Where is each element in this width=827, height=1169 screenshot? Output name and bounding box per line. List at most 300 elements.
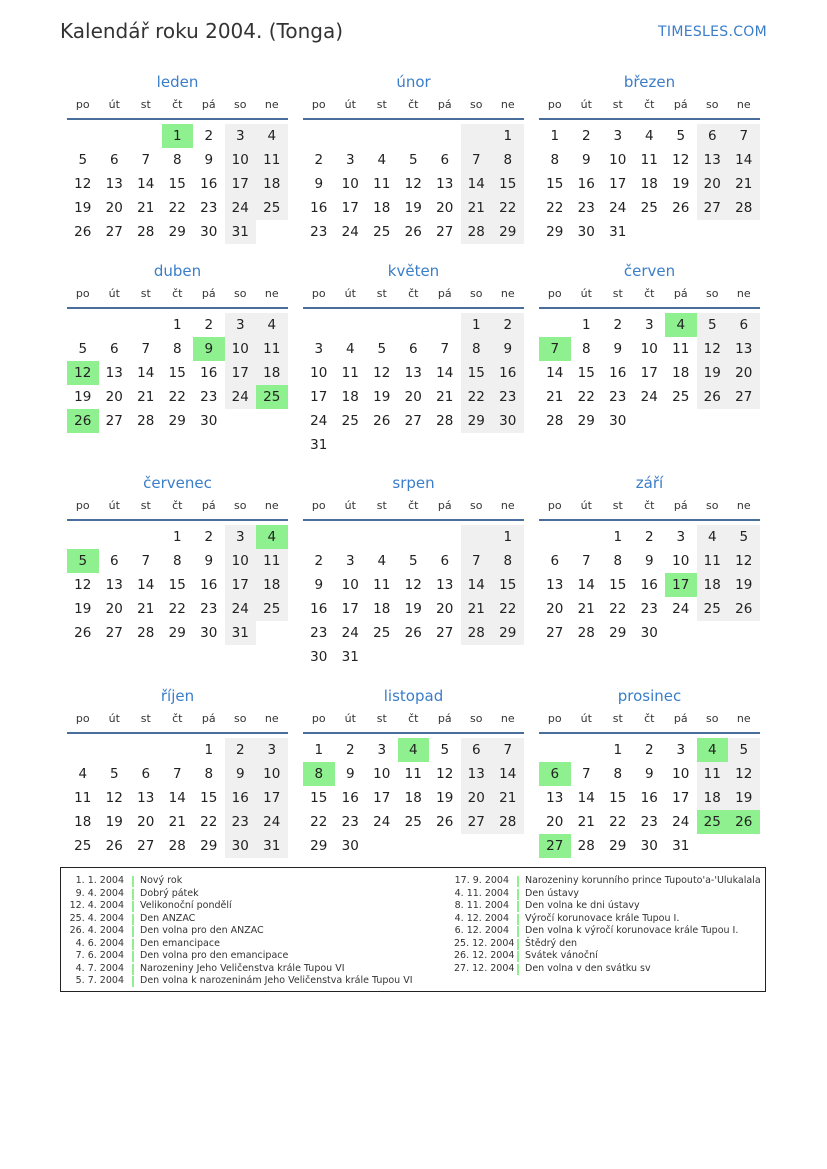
legend-holiday-marker (517, 926, 519, 937)
month-2 (303, 73, 524, 273)
day-cell: 22 (168, 200, 186, 216)
day-cell: 14 (728, 148, 760, 172)
day-cell: 16 (310, 200, 328, 216)
day-cell: 19 (74, 389, 92, 405)
day-cell: 1 (314, 742, 324, 758)
day-cell: 10 (310, 365, 328, 381)
day-cell: 18 (640, 176, 658, 192)
day-cell: 15 (546, 176, 564, 192)
day-cell: 29 (492, 621, 524, 645)
month-header-rule (539, 118, 760, 120)
day-cell: 16 (640, 577, 658, 593)
legend-holiday-name: Den ANZAC (140, 912, 196, 924)
weekday-label: pá (673, 98, 688, 111)
legend-date: 7. 6. 2004 (75, 950, 124, 961)
day-cell: 27 (105, 413, 123, 429)
day-cell: 31 (225, 621, 257, 645)
day-cell: 9 (204, 152, 214, 168)
weekday-label: ne (500, 712, 515, 725)
day-cell: 7 (581, 766, 591, 782)
day-cell: 17 (609, 176, 627, 192)
day-cell: 19 (404, 200, 422, 216)
day-cell: 22 (609, 814, 627, 830)
day-cell: 2 (204, 317, 214, 333)
holiday-day-cell: 7 (539, 337, 571, 361)
day-cell: 3 (225, 124, 257, 148)
weekday-label: čt (172, 499, 183, 512)
weekday-label: ne (264, 287, 279, 300)
month-10 (67, 687, 288, 887)
weekday-label: pá (437, 287, 452, 300)
weekday-label: st (376, 287, 387, 300)
day-cell: 24 (310, 413, 328, 429)
day-cell: 31 (225, 220, 257, 244)
legend-holiday-name: Den volna k narozeninám Jeho Veličenstva krále Tupou VI (140, 975, 413, 986)
day-cell: 12 (404, 577, 422, 593)
month-header-rule (67, 732, 288, 734)
day-cell: 3 (225, 313, 257, 337)
legend-holiday-marker (517, 964, 519, 975)
month-header-rule (303, 519, 524, 521)
legend-holiday-marker (132, 951, 134, 962)
weekday-label: so (234, 712, 247, 725)
day-cell: 10 (609, 152, 627, 168)
weekday-label: ne (736, 712, 751, 725)
day-cell: 29 (168, 413, 186, 429)
month-11 (303, 687, 524, 887)
legend-date: 12. 4. 2004 (69, 900, 124, 911)
month-name: srpen (392, 474, 435, 492)
day-cell: 30 (200, 413, 218, 429)
month-name: září (635, 474, 664, 492)
day-cell: 20 (137, 814, 155, 830)
day-cell: 18 (341, 389, 359, 405)
day-cell: 21 (461, 597, 493, 621)
legend-date: 26. 4. 2004 (69, 925, 124, 936)
holiday-day-cell: 4 (398, 738, 430, 762)
day-cell: 17 (672, 790, 690, 806)
weekday-label: út (344, 712, 356, 725)
day-cell: 2 (644, 529, 654, 545)
day-cell: 16 (577, 176, 595, 192)
day-cell: 21 (461, 196, 493, 220)
legend-date: 17. 9. 2004 (454, 875, 509, 886)
day-cell: 15 (609, 790, 627, 806)
legend-holiday-marker (132, 976, 134, 987)
day-cell: 16 (200, 365, 218, 381)
holiday-day-cell: 25 (697, 810, 729, 834)
day-cell: 26 (697, 385, 729, 409)
day-cell: 14 (461, 573, 493, 597)
day-cell: 29 (310, 838, 328, 854)
day-cell: 4 (377, 152, 387, 168)
month-name: listopad (383, 687, 444, 705)
legend-holiday-marker (517, 939, 519, 950)
day-cell: 28 (137, 413, 155, 429)
day-cell: 10 (225, 337, 257, 361)
day-cell: 23 (200, 601, 218, 617)
day-cell: 11 (672, 341, 690, 357)
day-cell: 5 (728, 525, 760, 549)
weekday-label: út (344, 287, 356, 300)
day-cell: 5 (109, 766, 119, 782)
day-cell: 25 (341, 413, 359, 429)
day-cell: 26 (404, 224, 422, 240)
day-cell: 2 (613, 317, 623, 333)
weekday-label: ne (500, 98, 515, 111)
holiday-day-cell: 6 (539, 762, 571, 786)
holiday-day-cell: 5 (67, 549, 99, 573)
day-cell: 12 (74, 577, 92, 593)
legend-date: 27. 12. 2004 (454, 962, 515, 974)
month-12 (539, 687, 760, 887)
day-cell: 18 (256, 573, 288, 597)
day-cell: 21 (168, 814, 186, 830)
legend-date: 25. 12. 2004 (454, 937, 515, 949)
month-3 (539, 73, 760, 273)
day-cell: 13 (105, 577, 123, 593)
weekday-label: po (547, 499, 562, 512)
legend-holiday-name: Den volna ke dni ústavy (525, 900, 640, 911)
day-cell: 28 (168, 838, 186, 854)
day-cell: 8 (613, 766, 623, 782)
day-cell: 6 (109, 341, 119, 357)
day-cell: 17 (341, 200, 359, 216)
day-cell: 26 (728, 597, 760, 621)
day-cell: 17 (373, 790, 391, 806)
day-cell: 7 (141, 341, 151, 357)
day-cell: 14 (577, 790, 595, 806)
day-cell: 28 (461, 621, 493, 645)
weekday-label: čt (172, 287, 183, 300)
day-cell: 16 (609, 365, 627, 381)
day-cell: 8 (492, 549, 524, 573)
day-cell: 9 (613, 341, 623, 357)
weekday-label: út (580, 287, 592, 300)
day-cell: 20 (105, 200, 123, 216)
day-cell: 25 (404, 814, 422, 830)
legend-holiday-name: Den emancipace (140, 937, 220, 949)
weekday-label: ne (736, 98, 751, 111)
day-cell: 20 (461, 786, 493, 810)
weekday-label: so (234, 98, 247, 111)
day-cell: 19 (672, 176, 690, 192)
holiday-day-cell: 1 (162, 124, 194, 148)
day-cell: 21 (577, 601, 595, 617)
legend-date: 25. 4. 2004 (69, 912, 124, 924)
day-cell: 26 (74, 625, 92, 641)
legend-holiday-name: Den volna k výročí korunovace krále Tupou I. (525, 925, 739, 936)
weekday-label: ne (736, 287, 751, 300)
weekday-label: po (547, 98, 562, 111)
legend-holiday-name: Den volna v den svátku sv (525, 962, 651, 974)
day-cell: 28 (492, 810, 524, 834)
weekday-label: po (311, 499, 326, 512)
day-cell: 29 (168, 625, 186, 641)
day-cell: 3 (613, 128, 623, 144)
weekday-label: ne (264, 499, 279, 512)
day-cell: 12 (436, 766, 454, 782)
month-header-rule (539, 732, 760, 734)
weekday-label: po (311, 712, 326, 725)
day-cell: 14 (461, 172, 493, 196)
holiday-day-cell: 26 (728, 810, 760, 834)
day-cell: 23 (640, 814, 658, 830)
day-cell: 7 (461, 549, 493, 573)
day-cell: 3 (676, 529, 686, 545)
day-cell: 2 (314, 152, 324, 168)
day-cell: 9 (581, 152, 591, 168)
day-cell: 25 (74, 838, 92, 854)
weekday-label: út (108, 287, 120, 300)
weekday-label: čt (172, 712, 183, 725)
day-cell: 16 (310, 601, 328, 617)
day-cell: 30 (640, 838, 658, 854)
day-cell: 24 (225, 385, 257, 409)
day-cell: 26 (436, 814, 454, 830)
day-cell: 23 (310, 625, 328, 641)
day-cell: 1 (204, 742, 214, 758)
day-cell: 17 (341, 601, 359, 617)
day-cell: 19 (105, 814, 123, 830)
day-cell: 24 (256, 810, 288, 834)
day-cell: 17 (256, 786, 288, 810)
day-cell: 4 (256, 124, 288, 148)
day-cell: 14 (137, 176, 155, 192)
month-9 (539, 474, 760, 674)
weekday-label: út (108, 98, 120, 111)
day-cell: 10 (225, 148, 257, 172)
weekday-label: pá (437, 712, 452, 725)
day-cell: 11 (373, 577, 391, 593)
day-cell: 2 (204, 128, 214, 144)
day-cell: 25 (256, 196, 288, 220)
day-cell: 28 (728, 196, 760, 220)
day-cell: 7 (141, 553, 151, 569)
day-cell: 1 (492, 525, 524, 549)
holiday-day-cell: 17 (665, 573, 697, 597)
day-cell: 13 (105, 365, 123, 381)
day-cell: 24 (672, 814, 690, 830)
holiday-day-cell: 4 (697, 738, 729, 762)
day-cell: 6 (109, 152, 119, 168)
day-cell: 13 (137, 790, 155, 806)
day-cell: 15 (310, 790, 328, 806)
weekday-label: so (706, 287, 719, 300)
day-cell: 15 (168, 577, 186, 593)
day-cell: 1 (613, 529, 623, 545)
weekday-label: čt (408, 98, 419, 111)
day-cell: 1 (581, 317, 591, 333)
day-cell: 12 (74, 176, 92, 192)
day-cell: 26 (74, 224, 92, 240)
day-cell: 28 (577, 625, 595, 641)
legend-holiday-name: Velikonoční pondělí (140, 900, 232, 911)
day-cell: 6 (141, 766, 151, 782)
weekday-label: čt (408, 712, 419, 725)
month-header-rule (67, 307, 288, 309)
weekday-label: po (311, 98, 326, 111)
day-cell: 26 (373, 413, 391, 429)
day-cell: 19 (404, 601, 422, 617)
day-cell: 11 (341, 365, 359, 381)
day-cell: 29 (461, 409, 493, 433)
day-cell: 14 (137, 577, 155, 593)
month-name: prosinec (617, 687, 682, 705)
weekday-label: pá (673, 499, 688, 512)
day-cell: 18 (256, 172, 288, 196)
page-title: Kalendář roku 2004. (Tonga) (60, 19, 344, 43)
day-cell: 25 (697, 597, 729, 621)
legend-holiday-marker (132, 876, 134, 887)
legend-holiday-name: Nový rok (140, 875, 183, 886)
day-cell: 20 (105, 389, 123, 405)
day-cell: 10 (640, 341, 658, 357)
day-cell: 23 (577, 200, 595, 216)
day-cell: 9 (225, 762, 257, 786)
day-cell: 5 (377, 341, 387, 357)
month-header-rule (539, 519, 760, 521)
day-cell: 7 (581, 553, 591, 569)
brand-link[interactable]: TIMESLES.COM (658, 24, 767, 40)
weekday-label: ne (500, 499, 515, 512)
weekday-label: čt (408, 287, 419, 300)
day-cell: 23 (492, 385, 524, 409)
day-cell: 2 (581, 128, 591, 144)
day-cell: 7 (172, 766, 182, 782)
day-cell: 30 (492, 409, 524, 433)
month-name: březen (623, 73, 676, 91)
day-cell: 10 (373, 766, 391, 782)
day-cell: 27 (105, 625, 123, 641)
month-header-rule (539, 307, 760, 309)
day-cell: 5 (728, 738, 760, 762)
day-cell: 30 (640, 625, 658, 641)
day-cell: 8 (204, 766, 214, 782)
legend-holiday-marker (132, 939, 134, 950)
day-cell: 29 (546, 224, 564, 240)
day-cell: 29 (609, 838, 627, 854)
weekday-label: út (580, 98, 592, 111)
weekday-label: st (376, 712, 387, 725)
holiday-legend (60, 867, 766, 992)
day-cell: 21 (137, 601, 155, 617)
day-cell: 6 (408, 341, 418, 357)
day-cell: 16 (225, 786, 257, 810)
day-cell: 14 (436, 365, 454, 381)
day-cell: 6 (109, 553, 119, 569)
day-cell: 13 (546, 577, 564, 593)
legend-holiday-name: Den volna pro den ANZAC (140, 925, 264, 936)
day-cell: 9 (314, 577, 324, 593)
weekday-label: čt (644, 712, 655, 725)
day-cell: 24 (609, 200, 627, 216)
day-cell: 23 (640, 601, 658, 617)
day-cell: 19 (74, 200, 92, 216)
day-cell: 31 (310, 437, 328, 453)
day-cell: 24 (341, 625, 359, 641)
day-cell: 28 (436, 413, 454, 429)
weekday-label: so (470, 287, 483, 300)
legend-holiday-marker (132, 889, 134, 900)
day-cell: 17 (225, 172, 257, 196)
day-cell: 6 (728, 313, 760, 337)
day-cell: 22 (577, 389, 595, 405)
day-cell: 24 (341, 224, 359, 240)
day-cell: 14 (546, 365, 564, 381)
day-cell: 18 (373, 601, 391, 617)
day-cell: 27 (436, 625, 454, 641)
day-cell: 18 (672, 365, 690, 381)
weekday-label: čt (644, 98, 655, 111)
day-cell: 26 (105, 838, 123, 854)
day-cell: 7 (461, 148, 493, 172)
day-cell: 27 (137, 838, 155, 854)
day-cell: 9 (644, 766, 654, 782)
legend-holiday-name: Dobrý pátek (140, 887, 199, 899)
day-cell: 29 (492, 220, 524, 244)
day-cell: 9 (644, 553, 654, 569)
weekday-label: út (108, 712, 120, 725)
legend-holiday-marker (517, 889, 519, 900)
day-cell: 3 (345, 152, 355, 168)
day-cell: 5 (676, 128, 686, 144)
day-cell: 23 (609, 389, 627, 405)
day-cell: 2 (492, 313, 524, 337)
day-cell: 9 (204, 553, 214, 569)
day-cell: 22 (492, 597, 524, 621)
day-cell: 13 (546, 790, 564, 806)
weekday-label: po (547, 712, 562, 725)
weekday-label: po (75, 287, 90, 300)
day-cell: 13 (728, 337, 760, 361)
day-cell: 14 (168, 790, 186, 806)
day-cell: 5 (408, 553, 418, 569)
day-cell: 28 (137, 224, 155, 240)
day-cell: 24 (672, 601, 690, 617)
day-cell: 28 (461, 220, 493, 244)
day-cell: 30 (341, 838, 359, 854)
day-cell: 26 (672, 200, 690, 216)
legend-date: 4. 6. 2004 (75, 937, 124, 949)
day-cell: 19 (728, 573, 760, 597)
day-cell: 31 (672, 838, 690, 854)
day-cell: 27 (697, 196, 729, 220)
day-cell: 27 (461, 810, 493, 834)
day-cell: 31 (256, 834, 288, 858)
day-cell: 24 (640, 389, 658, 405)
day-cell: 22 (492, 196, 524, 220)
day-cell: 20 (404, 389, 422, 405)
day-cell: 7 (492, 738, 524, 762)
day-cell: 27 (436, 224, 454, 240)
day-cell: 29 (577, 413, 595, 429)
day-cell: 23 (310, 224, 328, 240)
day-cell: 6 (461, 738, 493, 762)
day-cell: 23 (225, 810, 257, 834)
day-cell: 10 (672, 766, 690, 782)
day-cell: 22 (200, 814, 218, 830)
day-cell: 20 (436, 200, 454, 216)
month-header-rule (303, 307, 524, 309)
day-cell: 18 (373, 200, 391, 216)
day-cell: 12 (672, 152, 690, 168)
day-cell: 25 (373, 625, 391, 641)
day-cell: 30 (577, 224, 595, 240)
day-cell: 22 (168, 389, 186, 405)
day-cell: 24 (225, 597, 257, 621)
weekday-label: út (108, 499, 120, 512)
